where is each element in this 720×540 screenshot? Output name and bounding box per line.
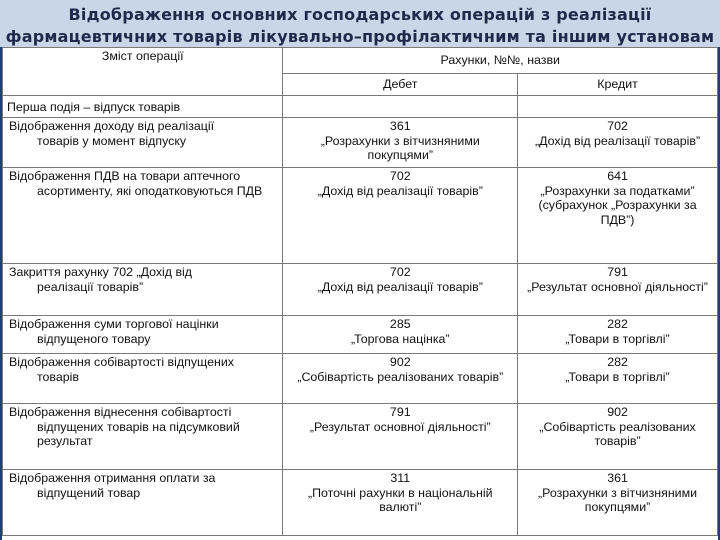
section-debit-empty (283, 96, 518, 118)
header-accounts: Рахунки, №№, назви (283, 48, 718, 74)
credit-account-number: 282 (607, 317, 628, 331)
debit-account-number: 902 (389, 355, 411, 369)
credit-account-name: „Товари в торгівлі” (565, 331, 670, 346)
operation-text-cont: відпущеного товару (37, 331, 151, 346)
debit-account-number: 702 (389, 265, 411, 279)
title-line-1: Відображення основних господарських операцій з реалізації (68, 5, 652, 24)
debit-account-name: „Дохід від реалізації товарів” (317, 183, 483, 198)
operation-text-cont: товарів у момент відпуску (37, 133, 187, 148)
debit-account-name: „Собівартість реалізованих товарів” (297, 369, 504, 384)
section-label: Перша подія – відпуск товарів (3, 96, 283, 118)
header-credit: Кредит (518, 74, 718, 96)
table-row (3, 404, 718, 470)
operation-text: Відображення отримання оплати за (9, 471, 216, 485)
section-credit-empty (518, 96, 718, 118)
title-line-2: фармацевтичних товарів лікувально–профілактичним та іншим установам (5, 27, 715, 46)
credit-account-number: 702 (607, 119, 628, 133)
operations-table (2, 47, 718, 536)
operation-text-cont: реалізації товарів” (37, 279, 144, 294)
operation-text: Відображення віднесення собівартості (9, 405, 232, 419)
credit-account-number: 641 (607, 169, 628, 183)
operation-text-cont: товарів (37, 369, 79, 384)
operation-text: Відображення доходу від реалізації (9, 119, 215, 133)
credit-account-name: „Розрахунки за податками” (субрахунок „Розрахунки за ПДВ”) (538, 183, 697, 227)
debit-account-name: „Торгова націнка” (350, 331, 450, 346)
operation-text-cont: асортименту, які оподатковуються ПДВ (37, 183, 263, 198)
debit-account-name: „Розрахунки з вітчизняними покупцями” (320, 133, 480, 162)
debit-account-number: 285 (389, 317, 411, 331)
header-operation: Зміст операції (3, 48, 283, 96)
debit-account-number: 311 (390, 471, 411, 485)
table-row (3, 354, 718, 404)
credit-account-name: „Дохід від реалізації товарів” (534, 133, 701, 148)
operation-text-cont: відпущених товарів на підсумковий результат (37, 419, 240, 448)
credit-account-name: „Товари в торгівлі” (565, 369, 670, 384)
operation-text-cont: відпущений товар (37, 485, 141, 500)
operation-text: Закриття рахунку 702 „Дохід від (9, 265, 193, 279)
debit-account-number: 791 (389, 405, 411, 419)
operations-table-container (2, 47, 718, 540)
slide-title (0, 4, 720, 48)
table-row (3, 118, 718, 168)
credit-account-name: „Розрахунки з вітчизняними покупцями” (538, 485, 698, 514)
table-row (3, 470, 718, 536)
table-row (3, 316, 718, 354)
credit-account-number: 361 (607, 471, 628, 485)
credit-account-number: 791 (607, 265, 628, 279)
header-debit: Дебет (283, 74, 518, 96)
table-row (3, 168, 718, 264)
credit-account-name: „Собівартість реалізованих товарів” (539, 419, 696, 448)
credit-account-name: „Результат основної діяльності” (527, 279, 708, 294)
operation-text: Відображення собівартості відпущених (9, 355, 234, 369)
debit-account-name: „Поточні рахунки в національній валюті” (308, 485, 493, 514)
debit-account-name: „Результат основної діяльності” (309, 419, 491, 434)
operation-text: Відображення суми торгової націнки (9, 317, 219, 331)
operation-text: Відображення ПДВ на товари аптечного (9, 169, 241, 183)
debit-account-name: „Дохід від реалізації товарів” (317, 279, 483, 294)
credit-account-number: 902 (607, 405, 628, 419)
table-row (3, 264, 718, 316)
debit-account-number: 361 (389, 119, 411, 133)
credit-account-number: 282 (607, 355, 628, 369)
debit-account-number: 702 (389, 169, 411, 183)
